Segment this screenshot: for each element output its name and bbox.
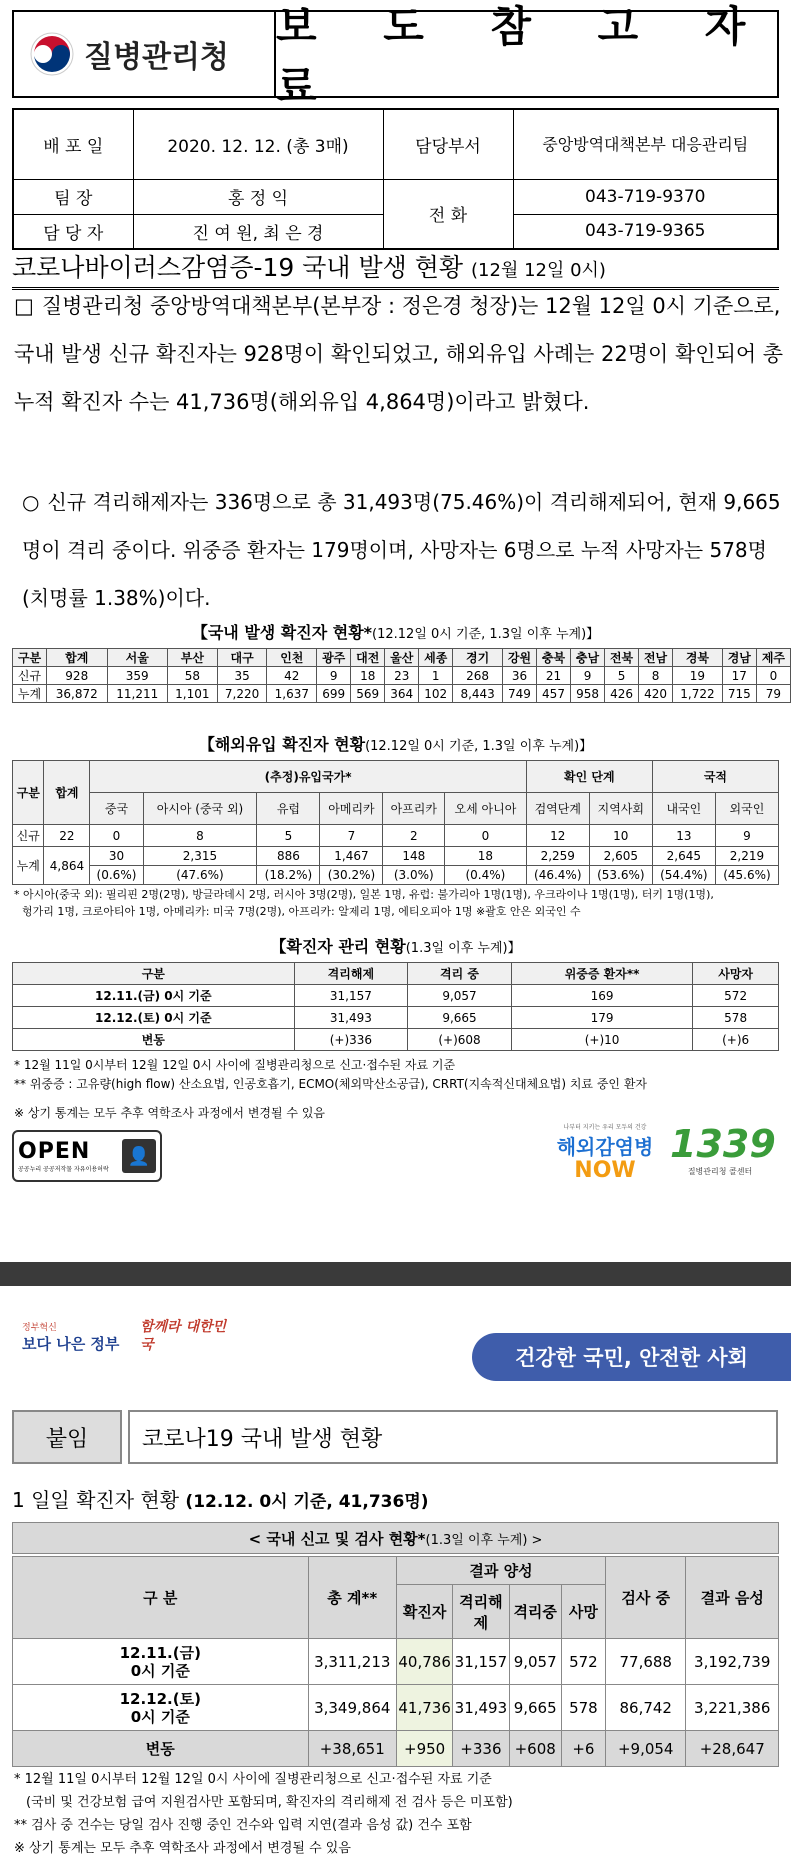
t3-header-1: 격리해제: [294, 963, 407, 985]
dept-label: 담당부서: [383, 109, 513, 179]
t5-title: < 국내 신고 및 검사 현황*: [248, 1529, 426, 1548]
t5-change-1: +950: [396, 1731, 452, 1767]
t3-footnote-2: ** 위중증 : 고유량(high flow) 산소요법, 인공호흡기, ECMO(체외막산소공급), CRRT(지속적신대체요법) 치료 중인 환자: [14, 1077, 647, 1091]
t1-header-16: 경북: [673, 649, 723, 667]
t5-h-released: 격리해제: [453, 1585, 509, 1639]
t2-cum-total: 4,864: [44, 847, 90, 885]
t5-row1-v1: 41,736: [396, 1685, 452, 1731]
table1-title: [12, 620, 779, 643]
attribution-icon: 👤: [122, 1139, 156, 1173]
t3-r1-c4: 578: [693, 1007, 779, 1029]
t1-r0-c3: 58: [167, 667, 217, 685]
t1-r1-c2: 11,211: [107, 685, 167, 703]
call-number: 1339: [670, 1122, 776, 1166]
paragraph-1: 질병관리청 중앙방역대책본부(본부장 : 정은경 청장)는 12월 12일 0시 기준으로, 국내 발생 신규 확진자는 928명이 확인되었고, 해외유입 사례는 22명이 확인되어 총 누적 확진자 수는 41,736명(해외유입 4,864명)이라고 밝혔다.: [14, 294, 784, 414]
t2-cum-1: 2,315: [143, 847, 257, 866]
t2-sub-7: 지역사회: [589, 793, 652, 825]
t2-sub-0: 중국: [90, 793, 143, 825]
headline-text: 코로나바이러스감염증-19 국내 발생 현황: [12, 253, 464, 282]
t5-row1-v0: 3,349,864: [308, 1685, 396, 1731]
t5-change-3: +608: [509, 1731, 561, 1767]
overseas-table: [12, 760, 779, 885]
open-sub: 공공누리 공공저작물 자유이용허락: [18, 1166, 109, 1173]
t5-change-4: +6: [561, 1731, 605, 1767]
t2-pct-7: (53.6%): [589, 866, 652, 885]
t5-note: (1.3일 이후 누계) >: [425, 1532, 543, 1548]
t5-row0-v1: 40,786: [396, 1639, 452, 1685]
table2-title-text: 【해외유입 확진자 현황: [198, 735, 366, 754]
t2-sub-3: 아메리카: [320, 793, 383, 825]
t2-pct-3: (30.2%): [320, 866, 383, 885]
t1-r0-c6: 9: [317, 667, 351, 685]
t5-row1-v3: 9,665: [509, 1685, 561, 1731]
t3-footnote-3: ※ 상기 통계는 모두 추후 역학조사 과정에서 변경될 수 있음: [14, 1106, 326, 1120]
t5-footnote-3: ※ 상기 통계는 모두 추후 역학조사 과정에서 변경될 수 있음: [14, 1841, 351, 1856]
t1-r1-c0: 누계: [13, 685, 47, 703]
t1-r0-c7: 18: [351, 667, 385, 685]
t2-cum-label: 누계: [13, 847, 44, 885]
t1-r0-c1: 928: [47, 667, 107, 685]
t5-row1-label: [13, 1685, 309, 1731]
t1-r0-c4: 35: [217, 667, 267, 685]
section-num: 1: [12, 1488, 25, 1512]
phone-2: 043-719-9365: [513, 214, 778, 249]
t1-r0-c5: 42: [267, 667, 317, 685]
t2-footnote-1: * 아시아(중국 외): 필리핀 2명(2명), 방글라데시 2명, 러시아 3명(2명), 일본 1명, 유럽: 불가리아 1명(1명), 우크라이나 1명(1명), 터키 1명(1명),: [14, 888, 714, 901]
section-heading: [12, 1484, 429, 1513]
table2-footnote: [14, 886, 791, 920]
t5-h-gubun: 구 분: [13, 1557, 309, 1639]
t2-sub-5: 오세 아니아: [445, 793, 527, 825]
t2-sub-9: 외국인: [715, 793, 778, 825]
t5-row0-v3: 9,057: [509, 1639, 561, 1685]
t1-r1-c16: 1,722: [673, 685, 723, 703]
t5-footnote-2: ** 검사 중 건수는 당일 검사 진행 중인 건수와 입력 지연(결과 음성 값) 건수 포함: [14, 1818, 472, 1833]
t2-pct-1: (47.6%): [143, 866, 257, 885]
t1-r1-c13: 958: [571, 685, 605, 703]
t1-r0-c12: 21: [537, 667, 571, 685]
t5-h-isolated: 격리중: [509, 1585, 561, 1639]
t5-h-test: 검사 중: [606, 1557, 686, 1639]
attachment-title: 코로나19 국내 발생 현황: [128, 1410, 778, 1464]
gov-2: 보다 나은 정부: [22, 1335, 120, 1353]
t2-cum-6: 2,259: [526, 847, 589, 866]
t2-footnote-2: 헝가리 1명, 크로아티아 1명, 아메리카: 미국 7명(2명), 아프리카: 알제리 1명, 에티오피아 1명 ※괄호 안은 외국인 수: [22, 905, 581, 918]
t1-header-15: 전남: [639, 649, 673, 667]
t3-r1-c3: 179: [511, 1007, 692, 1029]
t1-r1-c4: 7,220: [217, 685, 267, 703]
contact-table: [12, 108, 779, 250]
summary-paragraph: [14, 282, 784, 426]
t5-row1-v6: 3,221,386: [686, 1685, 779, 1731]
t1-r0-c0: 신규: [13, 667, 47, 685]
t5-footnote-1: * 12월 11일 0시부터 12월 12일 0시 사이에 질병관리청으로 신고·접수된 자료 기준: [14, 1772, 492, 1787]
t5-change-6: +28,647: [686, 1731, 779, 1767]
t5-row0-v2: 31,157: [453, 1639, 509, 1685]
t2-h-gubun: 구분: [13, 761, 44, 825]
t2-sub-4: 아프리카: [383, 793, 445, 825]
press-header: [12, 2, 779, 111]
t3-footnote-1: * 12월 11일 0시부터 12월 12일 0시 사이에 질병관리청으로 신고·접수된 자료 기준: [14, 1058, 456, 1072]
lead-value: 홍 정 익: [133, 179, 383, 214]
table5-footnotes: [14, 1768, 784, 1860]
t2-cum-4: 148: [383, 847, 445, 866]
t3-r0-c0: 12.11.(금) 0시 기준: [13, 985, 295, 1007]
t2-h-nat: 국적: [652, 761, 778, 793]
dept-value: 중앙방역대책본부 대응관리팀: [513, 109, 778, 179]
t3-header-4: 사망자: [693, 963, 779, 985]
phone-1: 043-719-9370: [513, 179, 778, 214]
t2-new-label: 신규: [13, 825, 44, 847]
t1-r0-c8: 23: [385, 667, 419, 685]
t1-header-18: 제주: [756, 649, 790, 667]
t5-row0-v5: 77,688: [606, 1639, 686, 1685]
t1-r0-c11: 36: [502, 667, 536, 685]
t3-r0-c2: 9,057: [408, 985, 512, 1007]
table3-title-note: (1.3일 이후 누계)】: [405, 941, 521, 956]
t5-footnote-1b: (국비 및 건강보험 급여 지원검사만 포함되며, 확진자의 격리해제 전 검사 등은 미포함): [26, 1795, 513, 1810]
t2-pct-6: (46.4%): [526, 866, 589, 885]
t3-r0-c1: 31,157: [294, 985, 407, 1007]
t2-cum-3: 1,467: [320, 847, 383, 866]
t1-r1-c6: 699: [317, 685, 351, 703]
t2-pct-2: (18.2%): [257, 866, 320, 885]
t1-header-8: 울산: [385, 649, 419, 667]
t1-header-14: 전북: [605, 649, 639, 667]
t1-r0-c16: 19: [673, 667, 723, 685]
section-sub: (12.12. 0시 기준, 41,736명): [185, 1492, 429, 1512]
kdca-logo: [14, 12, 276, 96]
domestic-table: [12, 648, 791, 703]
t3-r0-c4: 572: [693, 985, 779, 1007]
call-center-logo: [670, 1122, 776, 1177]
slogan-banner: 건강한 국민, 안전한 사회: [472, 1333, 791, 1381]
contact-value: 진 여 원, 최 은 경: [133, 214, 383, 249]
t3-header-0: 구분: [13, 963, 295, 985]
t1-header-2: 서울: [107, 649, 167, 667]
table3-title-text: 【확진자 관리 현황: [270, 937, 406, 956]
call-sub: 질병관리청 콜센터: [687, 1167, 753, 1176]
t1-r1-c12: 457: [537, 685, 571, 703]
t1-header-5: 인천: [267, 649, 317, 667]
date-value: 2020. 12. 12. (총 3매): [133, 109, 383, 179]
t5-row0-l2: 0시 기준: [130, 1661, 190, 1680]
t2-cum-2: 886: [257, 847, 320, 866]
date-label: 배 포 일: [13, 109, 133, 179]
t1-r1-c8: 364: [385, 685, 419, 703]
t1-r1-c1: 36,872: [47, 685, 107, 703]
t2-new-0: 0: [90, 825, 143, 847]
t1-header-7: 대전: [351, 649, 385, 667]
table1-title-note: (12.12일 0시 기준, 1.3일 이후 누계)】: [372, 627, 600, 642]
square-bullet-icon: □: [14, 294, 34, 318]
t5-h-confirmed: 확진자: [396, 1585, 452, 1639]
t1-r1-c17: 715: [722, 685, 756, 703]
t2-new-1: 8: [143, 825, 257, 847]
t2-sub-6: 검역단계: [526, 793, 589, 825]
t1-header-13: 충남: [571, 649, 605, 667]
t2-new-total: 22: [44, 825, 90, 847]
t5-change-label: 변동: [13, 1731, 309, 1767]
circle-bullet-icon: ○: [22, 490, 40, 514]
t1-r0-c2: 359: [107, 667, 167, 685]
paragraph-2: 신규 격리해제자는 336명으로 총 31,493명(75.46%)이 격리해제되어, 현재 9,665명이 격리 중이다. 위중증 환자는 179명이며, 사망자는 6명으로 누적 사망자는 578명(치명률 1.38%)이다.: [22, 490, 781, 610]
t1-header-6: 광주: [317, 649, 351, 667]
t1-r1-c11: 749: [502, 685, 536, 703]
t1-header-11: 강원: [502, 649, 536, 667]
t5-h-total: 총 계**: [308, 1557, 396, 1639]
t1-header-0: 구분: [13, 649, 47, 667]
table3-footnotes: [14, 1056, 784, 1123]
t5-row0-v0: 3,311,213: [308, 1639, 396, 1685]
gov-1: 정부혁신: [22, 1323, 57, 1333]
t2-pct-8: (54.4%): [652, 866, 715, 885]
t2-cum-5: 18: [445, 847, 527, 866]
section-title: 일일 확진자 현황: [31, 1488, 180, 1512]
t5-row0-l1: 12.11.(금): [119, 1643, 201, 1662]
t1-r0-c13: 9: [571, 667, 605, 685]
t3-header-3: 위중증 환자**: [511, 963, 692, 985]
t2-cum-0: 30: [90, 847, 143, 866]
t1-header-12: 충북: [537, 649, 571, 667]
taegeuk-icon: [30, 32, 74, 76]
t5-row0-v4: 572: [561, 1639, 605, 1685]
t1-r1-c5: 1,637: [267, 685, 317, 703]
t3-r1-c1: 31,493: [294, 1007, 407, 1029]
t1-r0-c14: 5: [605, 667, 639, 685]
t3-r2-c4: (+)6: [693, 1029, 779, 1051]
phone-label: 전 화: [383, 179, 513, 249]
table2-title: [12, 732, 779, 755]
oversea-1: 해외감염병: [556, 1135, 654, 1159]
t2-new-7: 10: [589, 825, 652, 847]
t5-row1-l1: 12.12.(토): [119, 1689, 201, 1708]
contact-label: 담 당 자: [13, 214, 133, 249]
t3-r1-c0: 12.12.(토) 0시 기준: [13, 1007, 295, 1029]
t2-new-2: 5: [257, 825, 320, 847]
t2-h-total: 합계: [44, 761, 90, 825]
t3-r2-c1: (+)336: [294, 1029, 407, 1051]
t2-h-confirm: 확인 단계: [526, 761, 652, 793]
open-label: OPEN: [18, 1139, 91, 1164]
t3-r2-c2: (+)608: [408, 1029, 512, 1051]
t1-r0-c15: 8: [639, 667, 673, 685]
t2-sub-2: 유럽: [257, 793, 320, 825]
t1-r1-c15: 420: [639, 685, 673, 703]
t2-pct-5: (0.4%): [445, 866, 527, 885]
document-title: 보 도 참 고 자 료: [276, 2, 772, 111]
t2-cum-7: 2,605: [589, 847, 652, 866]
org-name: 질병관리청: [84, 40, 229, 75]
t5-row1-l2: 0시 기준: [130, 1707, 190, 1726]
t1-r1-c3: 1,101: [167, 685, 217, 703]
table5-title: [12, 1522, 779, 1554]
t2-cum-9: 2,219: [715, 847, 778, 866]
t5-h-deaths: 사망: [561, 1585, 605, 1639]
t2-new-4: 2: [383, 825, 445, 847]
t2-sub-8: 내국인: [652, 793, 715, 825]
management-table: [12, 962, 779, 1051]
t2-cum-8: 2,645: [652, 847, 715, 866]
t1-r1-c14: 426: [605, 685, 639, 703]
t2-new-9: 9: [715, 825, 778, 847]
t2-new-6: 12: [526, 825, 589, 847]
table1-title-text: 【국내 발생 확진자 현황*: [191, 623, 373, 642]
t1-header-10: 경기: [453, 649, 503, 667]
t1-r1-c18: 79: [756, 685, 790, 703]
table3-title: [12, 934, 779, 957]
attachment-label: 붙임: [12, 1410, 122, 1464]
overseas-infection-now-logo: [550, 1122, 660, 1182]
domestic-test-table: [12, 1556, 779, 1767]
t2-new-5: 0: [445, 825, 527, 847]
t1-header-17: 경남: [722, 649, 756, 667]
t2-pct-0: (0.6%): [90, 866, 143, 885]
t1-r0-c18: 0: [756, 667, 790, 685]
t1-r0-c9: 1: [419, 667, 453, 685]
table2-title-note: (12.12일 0시 기준, 1.3일 이후 누계)】: [365, 739, 593, 754]
page-separator: [0, 1262, 791, 1286]
t1-r1-c7: 569: [351, 685, 385, 703]
headline-sub: (12월 12일 0시): [471, 260, 606, 281]
t5-change-2: +336: [453, 1731, 509, 1767]
t5-row1-v5: 86,742: [606, 1685, 686, 1731]
t1-header-4: 대구: [217, 649, 267, 667]
t1-r0-c17: 17: [722, 667, 756, 685]
t2-pct-4: (3.0%): [383, 866, 445, 885]
t5-row1-v4: 578: [561, 1685, 605, 1731]
t1-header-3: 부산: [167, 649, 217, 667]
t1-r1-c9: 102: [419, 685, 453, 703]
t5-row0-v6: 3,192,739: [686, 1639, 779, 1685]
together-korea-logo: 함께라 대한민국: [140, 1319, 227, 1353]
open-license-badge: [12, 1130, 162, 1182]
oversea-2: NOW: [574, 1158, 636, 1183]
t1-header-1: 합계: [47, 649, 107, 667]
t5-h-pos: 결과 양성: [396, 1557, 605, 1585]
t5-row0-label: [13, 1639, 309, 1685]
t1-r1-c10: 8,443: [453, 685, 503, 703]
t2-sub-1: 아시아 (중국 외): [143, 793, 257, 825]
t2-new-8: 13: [652, 825, 715, 847]
t3-r2-c3: (+)10: [511, 1029, 692, 1051]
gov-innovation-logo: [22, 1320, 132, 1354]
lead-label: 팀 장: [13, 179, 133, 214]
t5-change-5: +9,054: [606, 1731, 686, 1767]
t3-r2-c0: 변동: [13, 1029, 295, 1051]
t2-pct-9: (45.6%): [715, 866, 778, 885]
t3-r1-c2: 9,665: [408, 1007, 512, 1029]
release-paragraph: [22, 478, 784, 622]
t3-header-2: 격리 중: [408, 963, 512, 985]
oversea-top: 나부터 지키는 우리 모두의 건강: [563, 1124, 647, 1131]
t5-row1-v2: 31,493: [453, 1685, 509, 1731]
t3-r0-c3: 169: [511, 985, 692, 1007]
t1-r0-c10: 268: [453, 667, 503, 685]
t5-change-0: +38,651: [308, 1731, 396, 1767]
t2-new-3: 7: [320, 825, 383, 847]
t2-h-est: (추정)유입국가*: [90, 761, 526, 793]
t5-h-neg: 결과 음성: [686, 1557, 779, 1639]
t1-header-9: 세종: [419, 649, 453, 667]
